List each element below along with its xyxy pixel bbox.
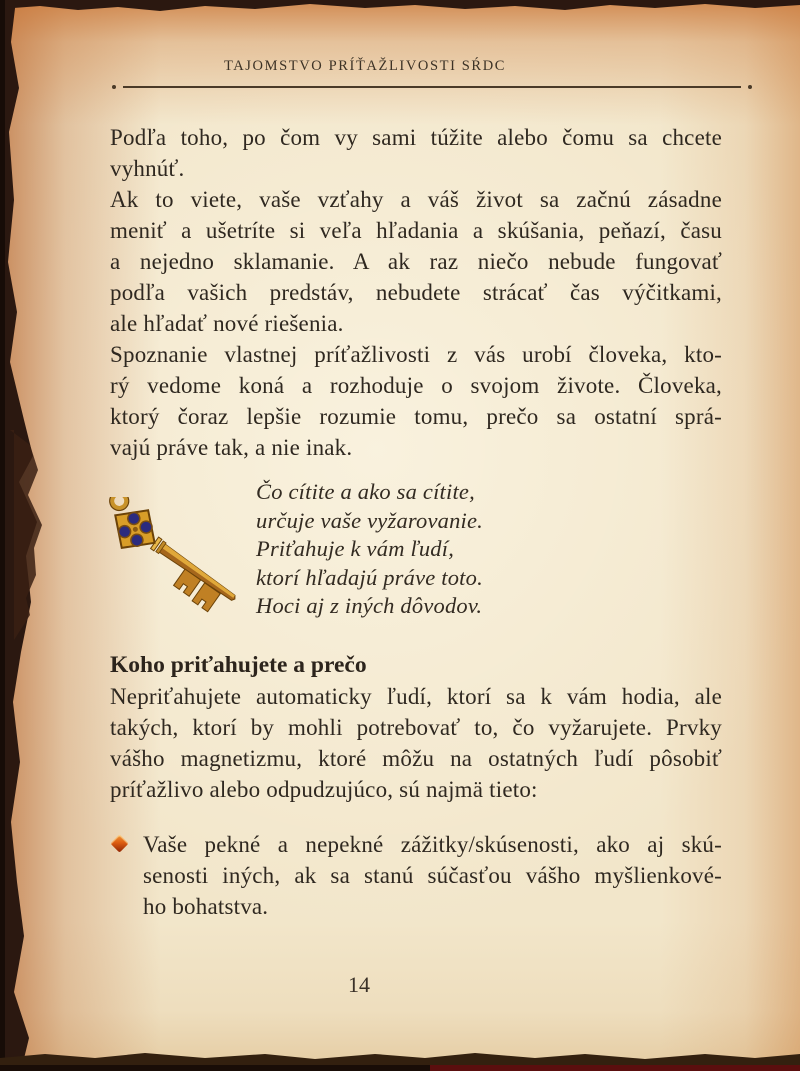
text-line: podľa vašich predstáv, nebudete strácať čas výčitkami, [110,280,722,305]
text-line: senosti iných, ak sa stanú súčasťou vášho myšlienkové- [143,863,722,888]
rule-line [123,86,741,88]
page-header-title: TAJOMSTVO PRÍŤAŽLIVOSTI SŔDC [223,58,507,74]
main-text-block [110,122,722,463]
text-line: Podľa toho, po čom vy sami túžite alebo čomu sa chcete [110,125,722,150]
torn-bottom-edge [0,1045,800,1071]
text-line: vášho magnetizmu, ktoré môžu na ostatných ľudí pôsobiť [110,746,722,771]
torn-top-edge [0,0,800,16]
quote-line: Hoci aj z iných dôvodov. [256,593,483,618]
rule-left-dot [112,85,116,89]
text-line: ale hľadať nové riešenia. [110,311,344,336]
text-line: ho bohatstva. [143,894,269,919]
diamond-bullet-icon [110,834,128,852]
text-line: rý vedome koná a rozhoduje o svojom živote. Človeka, [110,373,722,398]
section-heading: Koho priťahujete a prečo [110,652,367,678]
antique-key-icon [98,497,248,637]
text-line: Nepriťahujete automaticky ľudí, ktorí sa k vám hodia, ale [110,684,722,709]
section-text-block [110,681,722,805]
quote-line: Priťahuje k vám ľudí, [256,536,455,561]
quote-line: ktorí hľadajú práve toto. [256,564,483,590]
text-line: Spoznanie vlastnej príťažlivosti z vás urobí človeka, kto- [110,342,722,367]
bullet-item [110,829,722,922]
header-rule [112,83,752,90]
torn-left-edge [0,0,44,1071]
quote-block [256,478,586,621]
text-line: meniť a ušetríte si veľa hľadania a skúšania, peňazí, času [110,218,722,243]
text-line: Ak to viete, vaše vzťahy a váš život sa začnú zásadne [110,187,722,212]
quote-line: určuje vaše vyžarovanie. [256,507,484,533]
text-line: ktorý čoraz lepšie rozumie tomu, prečo sa ostatní sprá- [110,404,722,429]
page-number: 14 [348,972,370,997]
text-line: vajú práve tak, a nie inak. [110,435,353,460]
rule-right-dot [748,85,752,89]
quote-line: Čo cítite a ako sa cítite, [256,479,475,504]
text-line: Vaše pekné a nepekné zážitky/skúsenosti, ako aj skú- [143,832,722,857]
text-line: vyhnúť. [110,156,185,181]
text-line: príťažlivo alebo odpudzujúco, sú najmä tieto: [110,777,538,802]
text-line: a nejedno sklamanie. A ak raz niečo nebude fungovať [110,249,722,274]
text-line: takých, ktorí by mohli potrebovať to, čo vyžarujete. Prvky [110,715,722,740]
